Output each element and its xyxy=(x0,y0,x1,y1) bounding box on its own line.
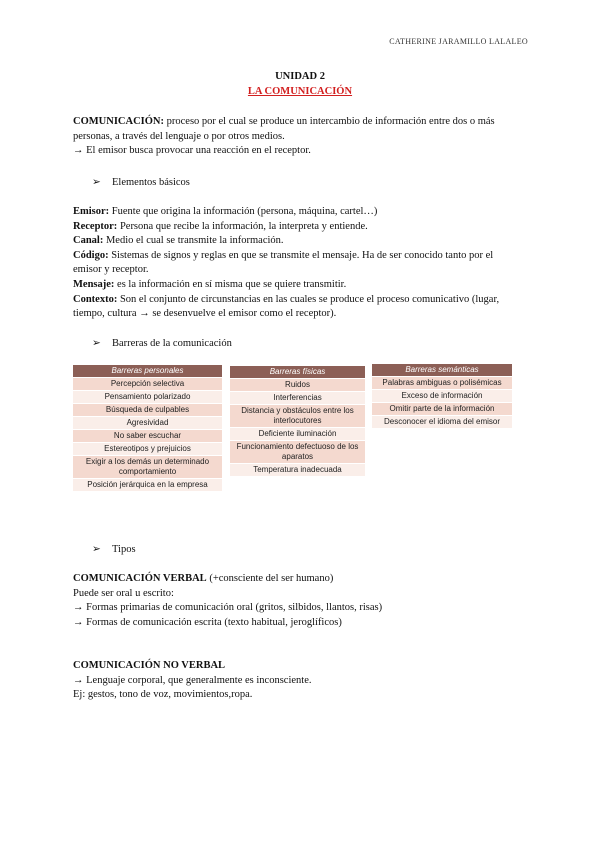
intro-line-3: → El emisor busca provocar una reacción en el receptor. xyxy=(73,145,311,157)
definition-item: Mensaje: es la información en sí misma que se quiere transmitir. xyxy=(73,278,347,290)
bullet-arrow-icon: ➢ xyxy=(92,177,101,188)
bullet-arrow-icon: ➢ xyxy=(92,544,101,555)
table-row: Pensamiento polarizado xyxy=(73,390,222,403)
definition-item: emisor y receptor. xyxy=(73,264,149,276)
author-header: CATHERINE JARAMILLO LALALEO xyxy=(389,37,528,46)
intro-term: COMUNICACIÓN: xyxy=(73,116,164,127)
table-row: Agresividad xyxy=(73,416,222,429)
intro-paragraph xyxy=(73,115,528,159)
nonverbal-line: Ej: gestos, tono de voz, movimientos,ropa. xyxy=(73,689,253,701)
bullet-tipos: ➢ Tipos xyxy=(92,544,136,555)
definition-item: tiempo, cultura → se desenvuelve el emisor como el receptor). xyxy=(73,308,337,320)
table-barreras-semanticas xyxy=(372,364,512,428)
intro-line-1: COMUNICACIÓN: proceso por el cual se produce un intercambio de información entre dos o más xyxy=(73,116,495,127)
table-row: Deficiente iluminación xyxy=(230,427,365,440)
verbal-line: Puede ser oral u escrito: xyxy=(73,587,174,599)
table-row: Percepción selectiva xyxy=(73,377,222,390)
table-row: Posición jerárquica en la empresa xyxy=(73,478,222,491)
table-row: Temperatura inadecuada xyxy=(230,463,365,476)
bullet-elementos: ➢ Elementos básicos xyxy=(92,177,190,188)
verbal-line: → Formas de comunicación escrita (texto habitual, jeroglíficos) xyxy=(73,616,342,628)
table-barreras-personales xyxy=(73,365,222,491)
table-row: Palabras ambiguas o polisémicas xyxy=(372,376,512,389)
table-row: Omitir parte de la información xyxy=(372,402,512,415)
definition-item: Código: Sistemas de signos y reglas en que se transmite el mensaje. Ha de ser conocido tanto por el xyxy=(73,249,494,261)
verbal-line: → Formas primarias de comunicación oral (gritos, silbidos, llantos, risas) xyxy=(73,602,383,614)
verbal-section xyxy=(73,572,528,630)
definition-item: Contexto: Son el conjunto de circunstancias en las cuales se produce el proceso comunicativo (lugar, xyxy=(73,293,500,305)
table-row: Desconocer el idioma del emisor xyxy=(372,415,512,428)
verbal-heading: COMUNICACIÓN VERBAL (+consciente del ser humano) xyxy=(73,573,334,584)
table-barreras-fisicas xyxy=(230,366,365,476)
definition-item: Canal: Medio el cual se transmite la información. xyxy=(73,235,284,247)
table-row: Ruidos xyxy=(230,378,365,391)
table-row: Estereotipos y prejuicios xyxy=(73,442,222,455)
definition-item: Emisor: Fuente que origina la información (persona, máquina, cartel…) xyxy=(73,206,378,217)
table-row: Funcionamiento defectuoso de los aparatos xyxy=(230,440,365,463)
table-header: Barreras personales xyxy=(73,365,222,377)
table-header: Barreras semánticas xyxy=(372,364,512,376)
nonverbal-heading: COMUNICACIÓN NO VERBAL xyxy=(73,660,226,671)
nonverbal-line: → Lenguaje corporal, que generalmente es inconsciente. xyxy=(73,674,312,686)
unit-title: UNIDAD 2 xyxy=(275,71,325,82)
bullet-barreras: ➢ Barreras de la comunicación xyxy=(92,338,232,349)
table-row: Exigir a los demás un determinado comportamiento xyxy=(73,455,222,478)
table-row: Búsqueda de culpables xyxy=(73,403,222,416)
table-row: Distancia y obstáculos entre los interlocutores xyxy=(230,404,365,427)
definition-item: Receptor: Persona que recibe la información, la interpreta y entiende. xyxy=(73,220,368,232)
table-row: Exceso de información xyxy=(372,389,512,402)
nonverbal-section xyxy=(73,659,528,703)
topic-title: LA COMUNICACIÓN xyxy=(247,86,353,97)
definitions-list xyxy=(73,205,528,322)
table-row: No saber escuchar xyxy=(73,429,222,442)
table-header: Barreras físicas xyxy=(230,366,365,378)
table-row: Interferencias xyxy=(230,391,365,404)
bullet-arrow-icon: ➢ xyxy=(92,338,101,349)
intro-line-2: personas, a través del lenguaje o por otros medios. xyxy=(73,130,285,142)
